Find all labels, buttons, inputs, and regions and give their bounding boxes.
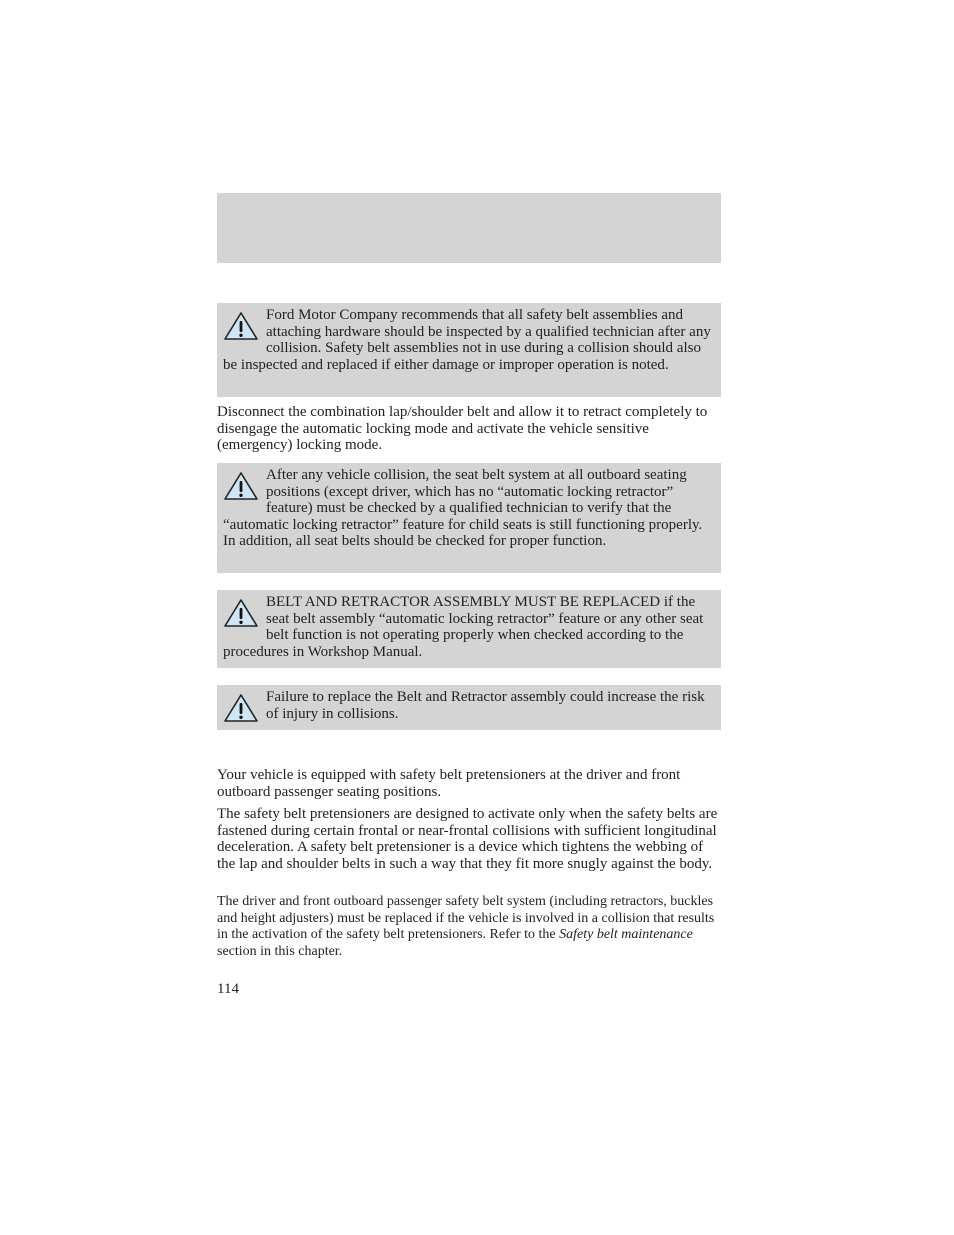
safety-belt-maintenance-reference: Safety belt maintenance [559,927,693,942]
warning-text: Ford Motor Company recommends that all safety belt assemblies and attaching hardware should be inspected by a qualified technician after any collision. Safety belt assemblies not in use during a collision should also be inspected and replaced if either damage or improper operation is noted. [223,307,711,373]
warning-text: BELT AND RETRACTOR ASSEMBLY MUST BE REPLACED if the seat belt assembly “automatic locking retractor” feature or any other seat belt function is not operating properly when checked according to the procedures in Workshop Manual. [223,594,704,660]
warning-triangle-icon [223,311,259,341]
section-header-bar [217,193,721,263]
warning-triangle-icon [223,693,259,723]
warning-triangle-icon [223,471,259,501]
warning-triangle-icon [223,598,259,628]
warning-box-inspection [217,303,721,397]
paragraph-equipped: Your vehicle is equipped with safety belt pretensioners at the driver and front outboard passenger seating positions. [217,767,681,800]
warning-box-collision-check [217,463,721,573]
warning-text: Failure to replace the Belt and Retractor assembly could increase the risk of injury in collisions. [266,689,705,722]
warning-box-injury-risk [217,685,721,730]
paragraph-replacement [217,894,721,960]
warning-box-replace-assembly [217,590,721,668]
paragraph-pretensioner-design: The safety belt pretensioners are designed to activate only when the safety belts are fastened during certain frontal or near-frontal collisions with sufficient longitudinal deceleration. A safety belt pretensioner is a device which tightens the webbing of the lap and shoulder belts in such a way that they fit more snugly against the body. [217,806,718,872]
replacement-text-end: section in this chapter. [217,943,343,959]
warning-text: After any vehicle collision, the seat belt system at all outboard seating positions (except driver, which has no “automatic locking retractor” feature) must be checked by a qualified technician to verify that the “automatic locking retractor” feature for child seats is still functioning properly. In addition, all seat belts should be checked for proper function. [223,467,703,549]
replacement-text: The driver and front outboard passenger safety belt system (including retractors, buckles and height adjusters) must be replaced if the vehicle is involved in a collision that results in the activation of the safety belt pretensioners. Refer to the [217,894,715,942]
page-number: 114 [217,981,239,997]
paragraph-disconnect: Disconnect the combination lap/shoulder belt and allow it to retract completely to disengage the automatic locking mode and activate the vehicle sensitive (emergency) locking mode. [217,404,708,453]
